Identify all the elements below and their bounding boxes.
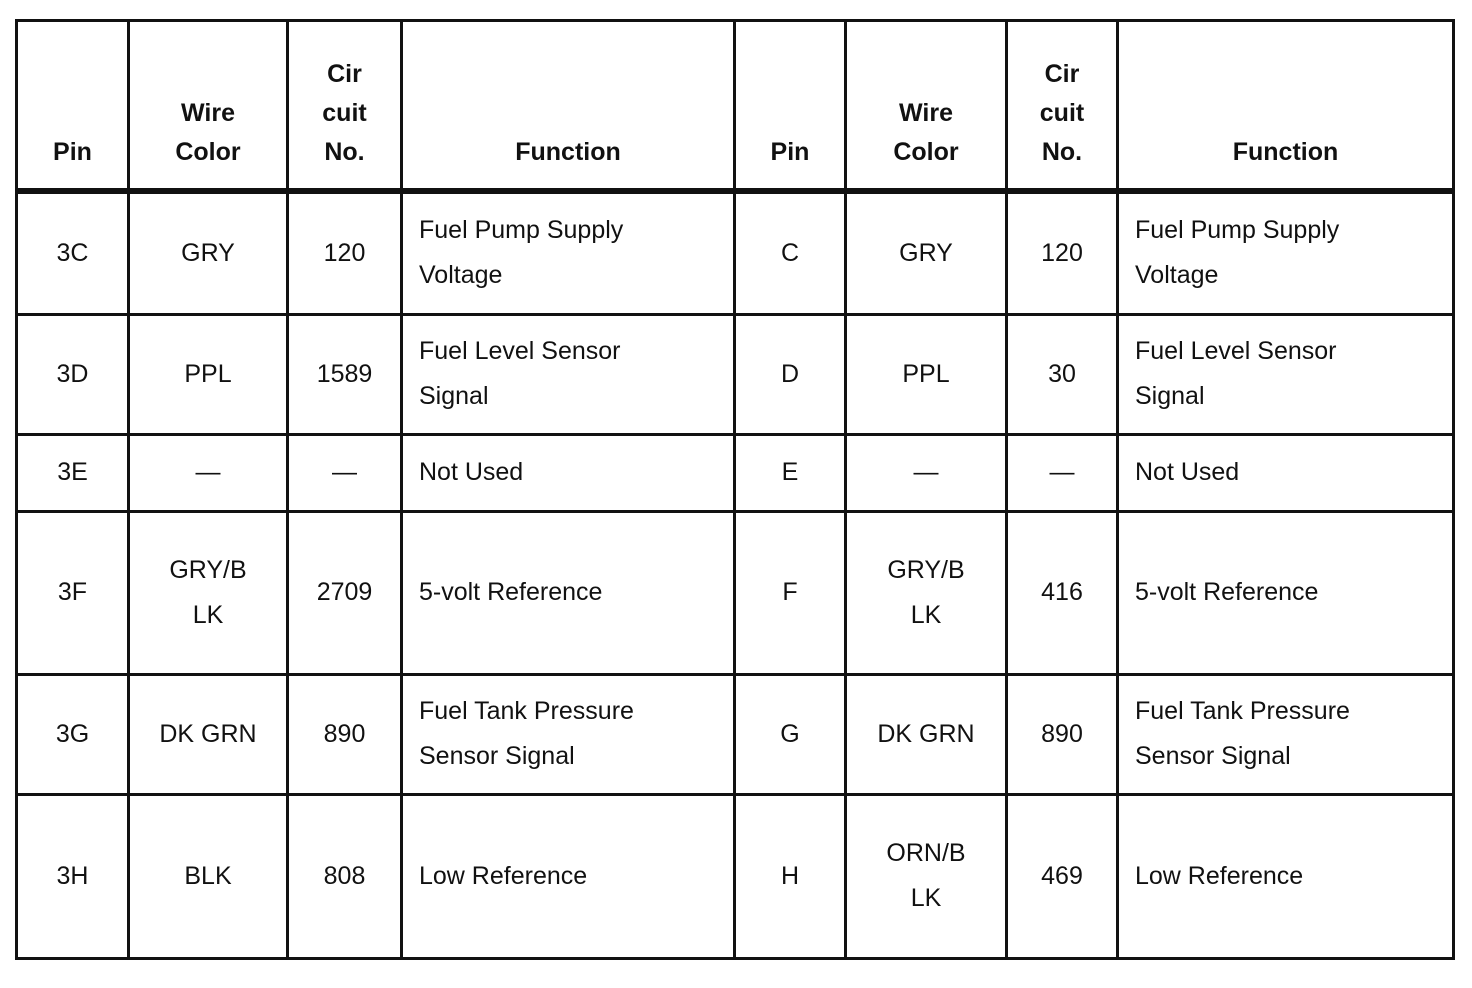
function-cell: 5-volt Reference bbox=[1118, 511, 1454, 674]
circuit-cell: 469 bbox=[1007, 794, 1118, 958]
circuit-cell: 120 bbox=[288, 191, 402, 315]
wire-color-cell: GRY bbox=[846, 191, 1007, 315]
pin-cell: 3G bbox=[17, 674, 129, 794]
wire-color-cell: ORN/B LK bbox=[846, 794, 1007, 958]
header-wire-color-right: Wire Color bbox=[846, 21, 1007, 191]
wire-color-cell: BLK bbox=[129, 794, 288, 958]
wire-color-cell: DK GRN bbox=[129, 674, 288, 794]
connector-pinout-table bbox=[15, 19, 1455, 960]
pin-cell: 3F bbox=[17, 511, 129, 674]
header-row bbox=[17, 21, 1454, 191]
circuit-cell: 1589 bbox=[288, 314, 402, 434]
pin-cell: 3E bbox=[17, 434, 129, 511]
wire-color-cell: — bbox=[846, 434, 1007, 511]
circuit-cell: 120 bbox=[1007, 191, 1118, 315]
function-cell: Low Reference bbox=[1118, 794, 1454, 958]
header-function-left: Function bbox=[402, 21, 735, 191]
circuit-cell: — bbox=[288, 434, 402, 511]
pin-cell: E bbox=[735, 434, 846, 511]
function-cell: Low Reference bbox=[402, 794, 735, 958]
function-cell: Not Used bbox=[1118, 434, 1454, 511]
header-circuit-no-right: Cir cuit No. bbox=[1007, 21, 1118, 191]
table-row bbox=[17, 191, 1454, 315]
function-cell: 5-volt Reference bbox=[402, 511, 735, 674]
circuit-cell: 2709 bbox=[288, 511, 402, 674]
pin-cell: 3C bbox=[17, 191, 129, 315]
pin-cell: 3H bbox=[17, 794, 129, 958]
pin-cell: C bbox=[735, 191, 846, 315]
function-cell: Fuel Tank Pressure Sensor Signal bbox=[402, 674, 735, 794]
header-wire-color-left: Wire Color bbox=[129, 21, 288, 191]
function-cell: Fuel Pump Supply Voltage bbox=[1118, 191, 1454, 315]
function-cell: Fuel Level Sensor Signal bbox=[1118, 314, 1454, 434]
circuit-cell: 890 bbox=[1007, 674, 1118, 794]
function-cell: Fuel Pump Supply Voltage bbox=[402, 191, 735, 315]
wire-color-cell: GRY/B LK bbox=[129, 511, 288, 674]
wire-color-cell: GRY bbox=[129, 191, 288, 315]
table-row bbox=[17, 674, 1454, 794]
wire-color-cell: PPL bbox=[846, 314, 1007, 434]
pin-cell: D bbox=[735, 314, 846, 434]
header-pin-left: Pin bbox=[17, 21, 129, 191]
pin-cell: G bbox=[735, 674, 846, 794]
circuit-cell: 30 bbox=[1007, 314, 1118, 434]
circuit-cell: 416 bbox=[1007, 511, 1118, 674]
circuit-cell: — bbox=[1007, 434, 1118, 511]
table-row bbox=[17, 314, 1454, 434]
pin-cell: H bbox=[735, 794, 846, 958]
header-circuit-no-left: Cir cuit No. bbox=[288, 21, 402, 191]
table-row bbox=[17, 511, 1454, 674]
wire-color-cell: — bbox=[129, 434, 288, 511]
wire-color-cell: DK GRN bbox=[846, 674, 1007, 794]
table-row bbox=[17, 794, 1454, 958]
function-cell: Not Used bbox=[402, 434, 735, 511]
function-cell: Fuel Level Sensor Signal bbox=[402, 314, 735, 434]
wire-color-cell: PPL bbox=[129, 314, 288, 434]
header-function-right: Function bbox=[1118, 21, 1454, 191]
header-pin-right: Pin bbox=[735, 21, 846, 191]
pin-cell: 3D bbox=[17, 314, 129, 434]
function-cell: Fuel Tank Pressure Sensor Signal bbox=[1118, 674, 1454, 794]
circuit-cell: 808 bbox=[288, 794, 402, 958]
table-row bbox=[17, 434, 1454, 511]
circuit-cell: 890 bbox=[288, 674, 402, 794]
wire-color-cell: GRY/B LK bbox=[846, 511, 1007, 674]
pin-cell: F bbox=[735, 511, 846, 674]
